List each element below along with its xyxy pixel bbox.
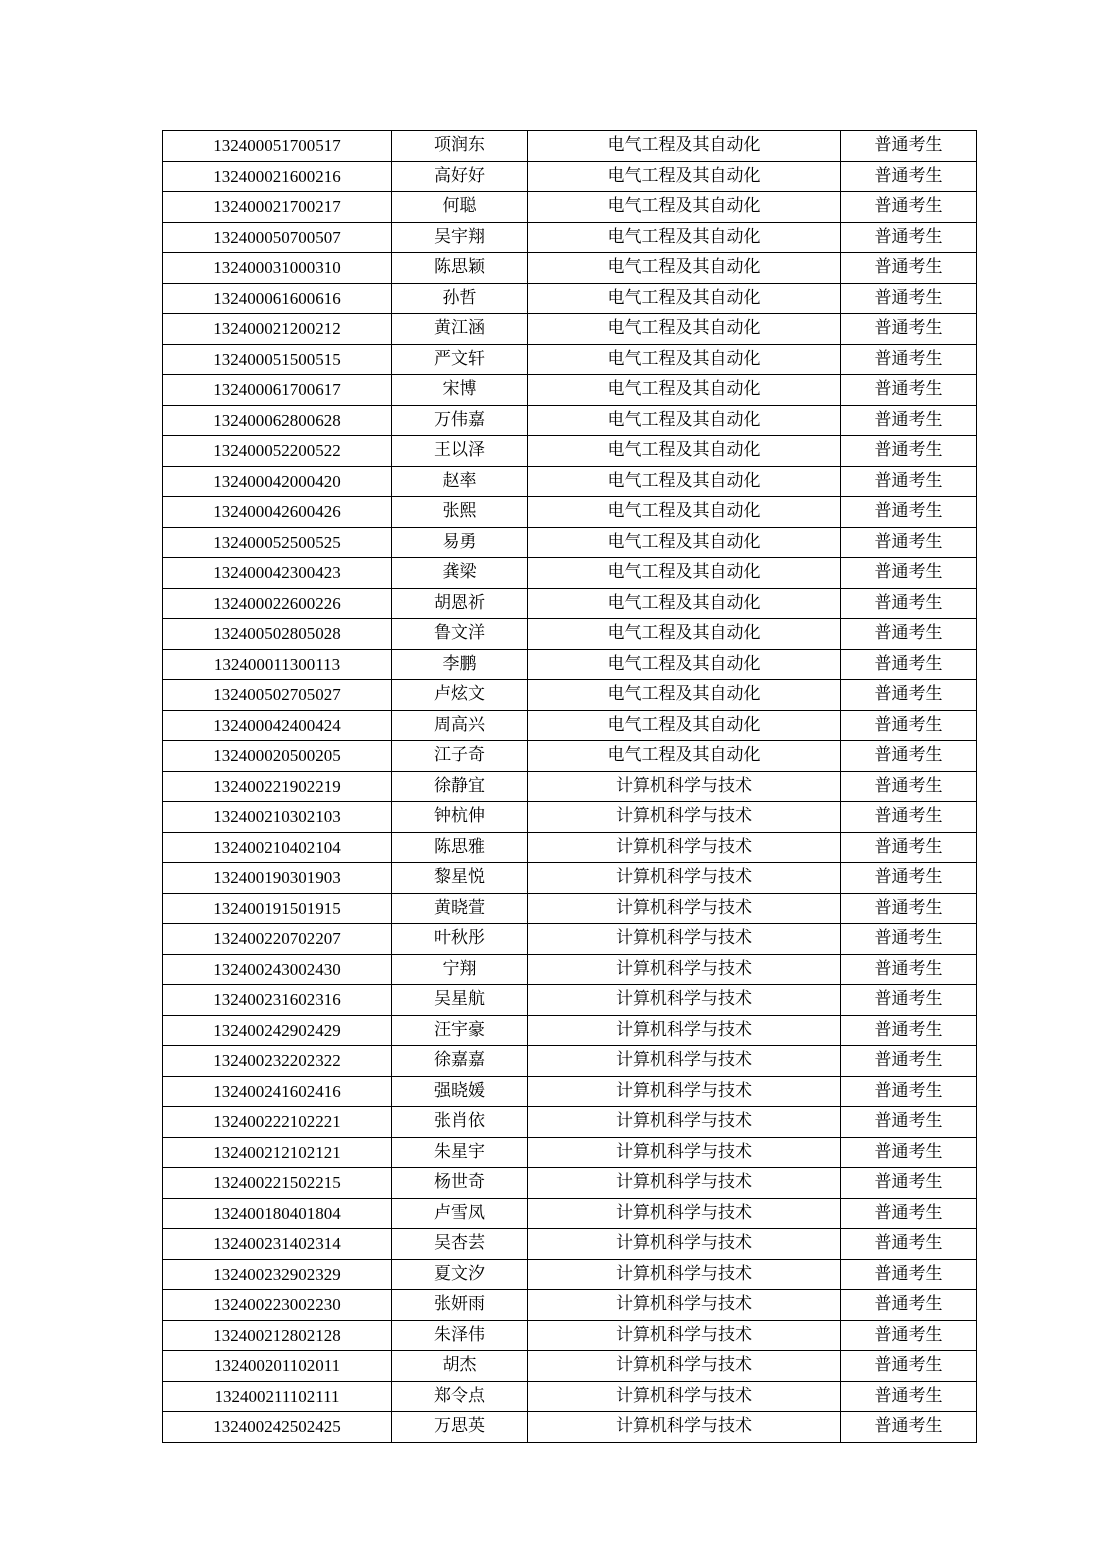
major-cell: 电气工程及其自动化 — [528, 619, 841, 650]
candidate-type-cell: 普通考生 — [841, 1412, 977, 1443]
candidate-type-cell: 普通考生 — [841, 375, 977, 406]
major-cell: 计算机科学与技术 — [528, 802, 841, 833]
candidate-type-cell: 普通考生 — [841, 741, 977, 772]
candidate-id-cell: 132400061700617 — [163, 375, 392, 406]
table-row — [163, 741, 977, 772]
table-row — [163, 1351, 977, 1382]
table-row — [163, 1198, 977, 1229]
major-cell: 计算机科学与技术 — [528, 924, 841, 955]
candidate-id-cell: 132400211102111 — [163, 1381, 392, 1412]
candidate-id-cell: 132400051700517 — [163, 131, 392, 162]
table-row — [163, 802, 977, 833]
candidate-id-cell: 132400020500205 — [163, 741, 392, 772]
candidate-id-cell: 132400042000420 — [163, 466, 392, 497]
candidate-id-cell: 132400052200522 — [163, 436, 392, 467]
major-cell: 计算机科学与技术 — [528, 1076, 841, 1107]
candidate-name-cell: 张熙 — [392, 497, 528, 528]
candidate-type-cell: 普通考生 — [841, 680, 977, 711]
candidate-type-cell: 普通考生 — [841, 344, 977, 375]
candidate-type-cell: 普通考生 — [841, 954, 977, 985]
major-cell: 计算机科学与技术 — [528, 1320, 841, 1351]
candidate-name-cell: 易勇 — [392, 527, 528, 558]
candidate-type-cell: 普通考生 — [841, 1259, 977, 1290]
major-cell: 电气工程及其自动化 — [528, 649, 841, 680]
candidate-name-cell: 胡杰 — [392, 1351, 528, 1382]
candidate-type-cell: 普通考生 — [841, 405, 977, 436]
table-row — [163, 497, 977, 528]
candidate-type-cell: 普通考生 — [841, 1320, 977, 1351]
major-cell: 电气工程及其自动化 — [528, 436, 841, 467]
candidate-name-cell: 严文轩 — [392, 344, 528, 375]
candidate-name-cell: 黄江涵 — [392, 314, 528, 345]
major-cell: 计算机科学与技术 — [528, 1168, 841, 1199]
major-cell: 计算机科学与技术 — [528, 1198, 841, 1229]
table-row — [163, 1229, 977, 1260]
major-cell: 电气工程及其自动化 — [528, 222, 841, 253]
candidate-name-cell: 张肖依 — [392, 1107, 528, 1138]
table-row — [163, 527, 977, 558]
table-row — [163, 161, 977, 192]
major-cell: 计算机科学与技术 — [528, 1137, 841, 1168]
candidate-name-cell: 宁翔 — [392, 954, 528, 985]
candidate-type-cell: 普通考生 — [841, 710, 977, 741]
candidate-name-cell: 徐嘉嘉 — [392, 1046, 528, 1077]
candidate-name-cell: 万伟嘉 — [392, 405, 528, 436]
candidate-id-cell: 132400050700507 — [163, 222, 392, 253]
candidate-name-cell: 强晓媛 — [392, 1076, 528, 1107]
candidate-type-cell: 普通考生 — [841, 1107, 977, 1138]
table-row — [163, 192, 977, 223]
candidate-type-cell: 普通考生 — [841, 924, 977, 955]
candidate-type-cell: 普通考生 — [841, 588, 977, 619]
major-cell: 电气工程及其自动化 — [528, 192, 841, 223]
candidate-id-cell: 132400210302103 — [163, 802, 392, 833]
major-cell: 计算机科学与技术 — [528, 1259, 841, 1290]
major-cell: 电气工程及其自动化 — [528, 558, 841, 589]
major-cell: 电气工程及其自动化 — [528, 680, 841, 711]
candidate-type-cell: 普通考生 — [841, 1351, 977, 1382]
candidate-id-cell: 132400210402104 — [163, 832, 392, 863]
major-cell: 电气工程及其自动化 — [528, 466, 841, 497]
candidate-id-cell: 132400232902329 — [163, 1259, 392, 1290]
candidate-id-cell: 132400021700217 — [163, 192, 392, 223]
major-cell: 电气工程及其自动化 — [528, 497, 841, 528]
candidate-name-cell: 夏文汐 — [392, 1259, 528, 1290]
candidate-id-cell: 132400190301903 — [163, 863, 392, 894]
table-row — [163, 1046, 977, 1077]
major-cell: 计算机科学与技术 — [528, 1412, 841, 1443]
candidate-name-cell: 孙哲 — [392, 283, 528, 314]
table-row — [163, 863, 977, 894]
candidate-type-cell: 普通考生 — [841, 1076, 977, 1107]
major-cell: 计算机科学与技术 — [528, 863, 841, 894]
major-cell: 电气工程及其自动化 — [528, 588, 841, 619]
candidate-type-cell: 普通考生 — [841, 222, 977, 253]
table-row — [163, 1015, 977, 1046]
candidate-name-cell: 陈思颖 — [392, 253, 528, 284]
candidate-type-cell: 普通考生 — [841, 283, 977, 314]
candidate-name-cell: 宋博 — [392, 375, 528, 406]
candidate-type-cell: 普通考生 — [841, 619, 977, 650]
major-cell: 计算机科学与技术 — [528, 985, 841, 1016]
candidate-name-cell: 吴宇翔 — [392, 222, 528, 253]
candidate-name-cell: 杨世奇 — [392, 1168, 528, 1199]
candidate-id-cell: 132400042300423 — [163, 558, 392, 589]
major-cell: 电气工程及其自动化 — [528, 283, 841, 314]
major-cell: 计算机科学与技术 — [528, 771, 841, 802]
candidate-name-cell: 李鹏 — [392, 649, 528, 680]
major-cell: 计算机科学与技术 — [528, 893, 841, 924]
major-cell: 计算机科学与技术 — [528, 954, 841, 985]
major-cell: 电气工程及其自动化 — [528, 375, 841, 406]
candidate-id-cell: 132400242502425 — [163, 1412, 392, 1443]
major-cell: 计算机科学与技术 — [528, 1381, 841, 1412]
candidate-name-cell: 胡恩祈 — [392, 588, 528, 619]
candidate-type-cell: 普通考生 — [841, 192, 977, 223]
candidate-type-cell: 普通考生 — [841, 893, 977, 924]
candidate-type-cell: 普通考生 — [841, 497, 977, 528]
candidate-id-cell: 132400042400424 — [163, 710, 392, 741]
major-cell: 电气工程及其自动化 — [528, 527, 841, 558]
candidate-id-cell: 132400021600216 — [163, 161, 392, 192]
candidate-id-cell: 132400061600616 — [163, 283, 392, 314]
candidate-id-cell: 132400221902219 — [163, 771, 392, 802]
candidate-name-cell: 高好好 — [392, 161, 528, 192]
candidate-type-cell: 普通考生 — [841, 863, 977, 894]
table-row — [163, 588, 977, 619]
candidate-name-cell: 叶秋彤 — [392, 924, 528, 955]
candidate-type-cell: 普通考生 — [841, 985, 977, 1016]
candidate-id-cell: 132400502705027 — [163, 680, 392, 711]
candidate-type-cell: 普通考生 — [841, 314, 977, 345]
candidate-type-cell: 普通考生 — [841, 1137, 977, 1168]
candidate-type-cell: 普通考生 — [841, 466, 977, 497]
major-cell: 计算机科学与技术 — [528, 1107, 841, 1138]
table-row — [163, 710, 977, 741]
candidate-id-cell: 132400220702207 — [163, 924, 392, 955]
table-row — [163, 1381, 977, 1412]
table-row — [163, 1259, 977, 1290]
candidate-id-cell: 132400191501915 — [163, 893, 392, 924]
candidate-name-cell: 卢炫文 — [392, 680, 528, 711]
major-cell: 计算机科学与技术 — [528, 1351, 841, 1382]
candidate-type-cell: 普通考生 — [841, 558, 977, 589]
candidate-name-cell: 卢雪凤 — [392, 1198, 528, 1229]
candidate-type-cell: 普通考生 — [841, 802, 977, 833]
candidate-id-cell: 132400223002230 — [163, 1290, 392, 1321]
table-row — [163, 558, 977, 589]
candidate-type-cell: 普通考生 — [841, 771, 977, 802]
candidate-name-cell: 朱泽伟 — [392, 1320, 528, 1351]
major-cell: 电气工程及其自动化 — [528, 131, 841, 162]
candidate-id-cell: 132400222102221 — [163, 1107, 392, 1138]
candidate-id-cell: 132400011300113 — [163, 649, 392, 680]
table-row — [163, 649, 977, 680]
candidate-id-cell: 132400201102011 — [163, 1351, 392, 1382]
major-cell: 计算机科学与技术 — [528, 832, 841, 863]
table-row — [163, 1168, 977, 1199]
candidate-id-cell: 132400062800628 — [163, 405, 392, 436]
table-row — [163, 405, 977, 436]
candidate-type-cell: 普通考生 — [841, 832, 977, 863]
candidate-type-cell: 普通考生 — [841, 1381, 977, 1412]
major-cell: 计算机科学与技术 — [528, 1015, 841, 1046]
candidate-id-cell: 132400212102121 — [163, 1137, 392, 1168]
candidate-type-cell: 普通考生 — [841, 436, 977, 467]
major-cell: 计算机科学与技术 — [528, 1046, 841, 1077]
table-row — [163, 131, 977, 162]
major-cell: 电气工程及其自动化 — [528, 741, 841, 772]
candidate-name-cell: 汪宇豪 — [392, 1015, 528, 1046]
candidate-name-cell: 王以泽 — [392, 436, 528, 467]
table-row — [163, 1076, 977, 1107]
candidate-name-cell: 张妍雨 — [392, 1290, 528, 1321]
candidate-type-cell: 普通考生 — [841, 1168, 977, 1199]
candidate-name-cell: 陈思雅 — [392, 832, 528, 863]
candidate-type-cell: 普通考生 — [841, 649, 977, 680]
candidate-name-cell: 吴星航 — [392, 985, 528, 1016]
table-row — [163, 771, 977, 802]
candidate-id-cell: 132400180401804 — [163, 1198, 392, 1229]
candidate-id-cell: 132400231602316 — [163, 985, 392, 1016]
table-row — [163, 253, 977, 284]
candidate-name-cell: 万思英 — [392, 1412, 528, 1443]
candidate-id-cell: 132400052500525 — [163, 527, 392, 558]
table-row — [163, 1107, 977, 1138]
major-cell: 电气工程及其自动化 — [528, 253, 841, 284]
candidate-id-cell: 132400243002430 — [163, 954, 392, 985]
major-cell: 电气工程及其自动化 — [528, 405, 841, 436]
candidate-type-cell: 普通考生 — [841, 1046, 977, 1077]
major-cell: 计算机科学与技术 — [528, 1290, 841, 1321]
table-row — [163, 436, 977, 467]
candidate-id-cell: 132400031000310 — [163, 253, 392, 284]
candidate-name-cell: 龚梁 — [392, 558, 528, 589]
candidate-name-cell: 吴杏芸 — [392, 1229, 528, 1260]
candidate-id-cell: 132400241602416 — [163, 1076, 392, 1107]
table-row — [163, 893, 977, 924]
candidate-type-cell: 普通考生 — [841, 1015, 977, 1046]
table-row — [163, 314, 977, 345]
candidate-roster-body — [163, 131, 977, 1443]
table-row — [163, 1137, 977, 1168]
candidate-name-cell: 黎星悦 — [392, 863, 528, 894]
table-row — [163, 1290, 977, 1321]
table-row — [163, 680, 977, 711]
table-row — [163, 832, 977, 863]
candidate-name-cell: 黄晓萱 — [392, 893, 528, 924]
candidate-name-cell: 朱星宇 — [392, 1137, 528, 1168]
major-cell: 电气工程及其自动化 — [528, 314, 841, 345]
table-row — [163, 619, 977, 650]
table-row — [163, 954, 977, 985]
candidate-type-cell: 普通考生 — [841, 1229, 977, 1260]
table-row — [163, 1320, 977, 1351]
candidate-name-cell: 何聪 — [392, 192, 528, 223]
candidate-name-cell: 钟杭伸 — [392, 802, 528, 833]
candidate-name-cell: 赵率 — [392, 466, 528, 497]
candidate-id-cell: 132400231402314 — [163, 1229, 392, 1260]
table-row — [163, 466, 977, 497]
major-cell: 电气工程及其自动化 — [528, 344, 841, 375]
candidate-roster-table — [162, 130, 977, 1443]
candidate-type-cell: 普通考生 — [841, 131, 977, 162]
candidate-id-cell: 132400502805028 — [163, 619, 392, 650]
candidate-type-cell: 普通考生 — [841, 253, 977, 284]
table-row — [163, 375, 977, 406]
candidate-type-cell: 普通考生 — [841, 1198, 977, 1229]
major-cell: 计算机科学与技术 — [528, 1229, 841, 1260]
candidate-name-cell: 徐静宜 — [392, 771, 528, 802]
candidate-name-cell: 郑令点 — [392, 1381, 528, 1412]
candidate-id-cell: 132400242902429 — [163, 1015, 392, 1046]
major-cell: 电气工程及其自动化 — [528, 161, 841, 192]
table-row — [163, 924, 977, 955]
table-row — [163, 985, 977, 1016]
candidate-name-cell: 江子奇 — [392, 741, 528, 772]
candidate-id-cell: 132400212802128 — [163, 1320, 392, 1351]
table-row — [163, 344, 977, 375]
candidate-id-cell: 132400021200212 — [163, 314, 392, 345]
candidate-id-cell: 132400042600426 — [163, 497, 392, 528]
candidate-id-cell: 132400051500515 — [163, 344, 392, 375]
candidate-name-cell: 周高兴 — [392, 710, 528, 741]
candidate-type-cell: 普通考生 — [841, 161, 977, 192]
table-row — [163, 1412, 977, 1443]
candidate-type-cell: 普通考生 — [841, 527, 977, 558]
table-row — [163, 283, 977, 314]
major-cell: 电气工程及其自动化 — [528, 710, 841, 741]
candidate-name-cell: 鲁文洋 — [392, 619, 528, 650]
candidate-name-cell: 项润东 — [392, 131, 528, 162]
table-row — [163, 222, 977, 253]
candidate-type-cell: 普通考生 — [841, 1290, 977, 1321]
candidate-id-cell: 132400232202322 — [163, 1046, 392, 1077]
candidate-id-cell: 132400221502215 — [163, 1168, 392, 1199]
candidate-id-cell: 132400022600226 — [163, 588, 392, 619]
